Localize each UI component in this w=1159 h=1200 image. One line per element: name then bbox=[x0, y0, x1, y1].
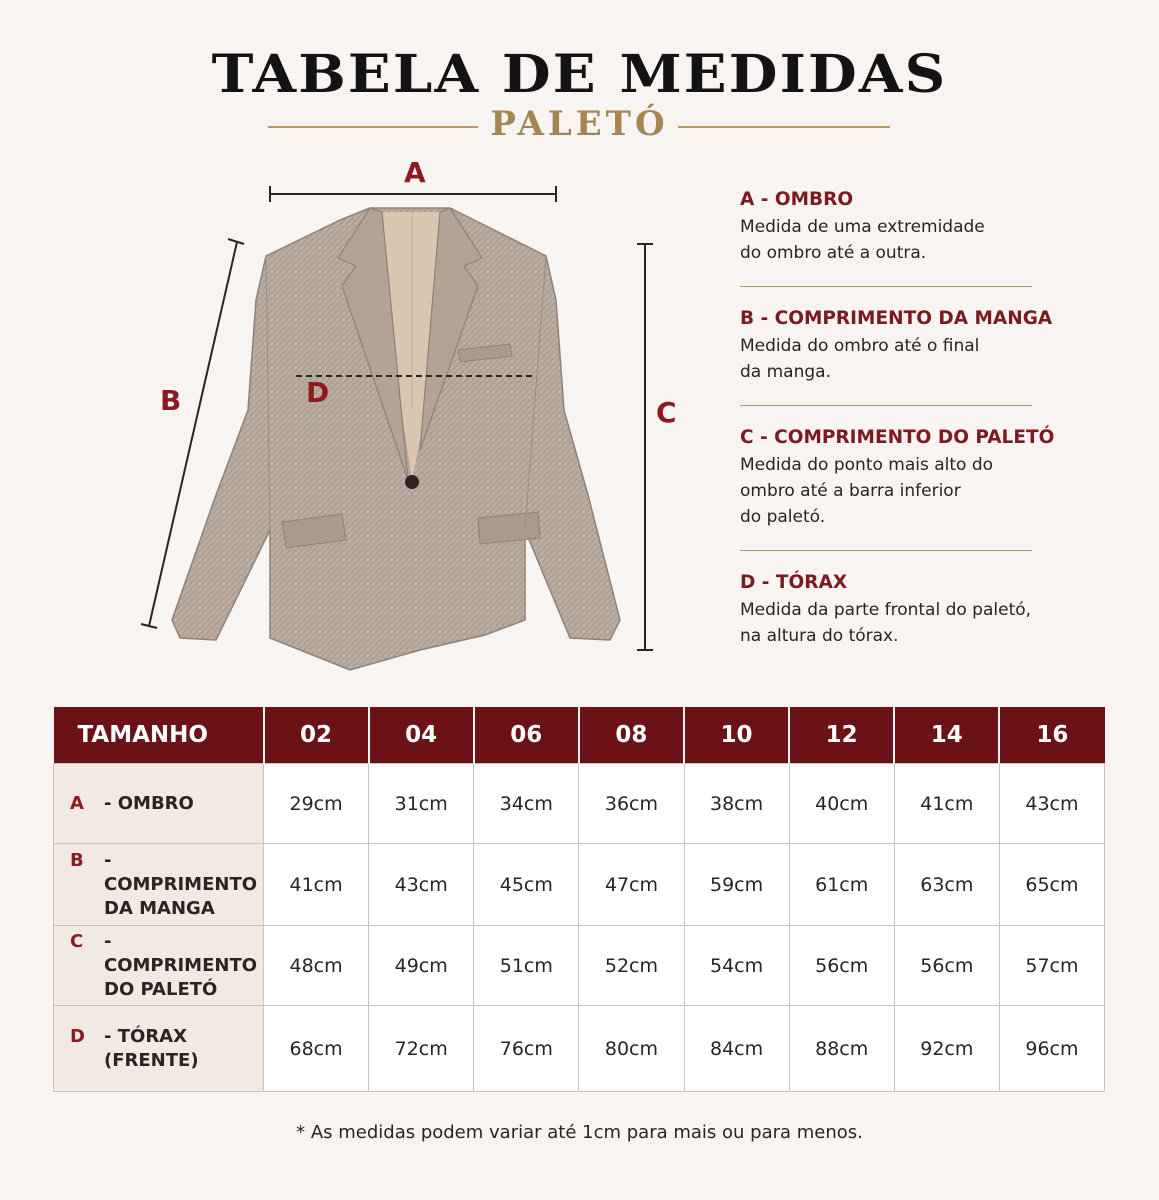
row-label bbox=[54, 764, 264, 844]
jacket-diagram bbox=[120, 150, 680, 690]
table-cell: 54cm bbox=[684, 926, 789, 1006]
measure-label-b: B bbox=[160, 384, 182, 417]
row-label bbox=[54, 926, 264, 1006]
row-text: - COMPRIMENTO DO PALETÓ bbox=[104, 930, 258, 1000]
table-cell: 49cm bbox=[369, 926, 474, 1006]
legend-desc: Medida do ombro até o final da manga. bbox=[740, 336, 980, 382]
measure-label-a: A bbox=[404, 156, 426, 189]
legend-title: A - OMBRO bbox=[740, 189, 854, 210]
row-letter: C bbox=[70, 930, 84, 952]
legend-divider bbox=[740, 405, 1032, 406]
footnote: * As medidas podem variar até 1cm para mais ou para menos. bbox=[296, 1122, 863, 1143]
header-size: 12 bbox=[789, 707, 894, 764]
table-cell: 43cm bbox=[999, 764, 1104, 844]
table-cell: 72cm bbox=[369, 1006, 474, 1092]
table-cell: 76cm bbox=[474, 1006, 579, 1092]
table-row bbox=[54, 844, 1105, 926]
header-size: 14 bbox=[894, 707, 999, 764]
table-cell: 43cm bbox=[369, 844, 474, 926]
legend-desc: Medida de uma extremidade do ombro até a outra. bbox=[740, 217, 985, 263]
header-size: 08 bbox=[579, 707, 684, 764]
measurement-legend bbox=[740, 186, 1060, 649]
table-cell: 41cm bbox=[894, 764, 999, 844]
page-subtitle: PALETÓ bbox=[490, 104, 669, 144]
table-cell: 61cm bbox=[789, 844, 894, 926]
legend-divider bbox=[740, 550, 1032, 551]
jacket-illustration bbox=[120, 150, 680, 690]
legend-desc: Medida do ponto mais alto do ombro até a barra inferior do paletó. bbox=[740, 455, 994, 527]
table-cell: 68cm bbox=[264, 1006, 369, 1092]
legend-item-paleto bbox=[740, 424, 1060, 530]
table-row bbox=[54, 926, 1105, 1006]
table-cell: 84cm bbox=[684, 1006, 789, 1092]
legend-item-ombro bbox=[740, 186, 1060, 266]
header-size: 16 bbox=[999, 707, 1104, 764]
subtitle-row bbox=[0, 104, 1159, 150]
row-text: - TÓRAX (FRENTE) bbox=[104, 1025, 199, 1071]
legend-item-manga bbox=[740, 305, 1060, 385]
row-letter: D bbox=[70, 1025, 85, 1047]
header-tamanho: TAMANHO bbox=[54, 707, 264, 764]
page-title: TABELA DE MEDIDAS bbox=[211, 44, 948, 105]
table-cell: 36cm bbox=[579, 764, 684, 844]
measure-label-c: C bbox=[656, 396, 677, 429]
row-text: - COMPRIMENTO DA MANGA bbox=[104, 849, 258, 919]
table-cell: 63cm bbox=[894, 844, 999, 926]
table-cell: 29cm bbox=[264, 764, 369, 844]
table-cell: 57cm bbox=[999, 926, 1104, 1006]
table-cell: 92cm bbox=[894, 1006, 999, 1092]
table-row bbox=[54, 1006, 1105, 1092]
table-cell: 65cm bbox=[999, 844, 1104, 926]
row-letter: B bbox=[70, 849, 84, 871]
table-cell: 40cm bbox=[789, 764, 894, 844]
table-cell: 51cm bbox=[474, 926, 579, 1006]
legend-divider bbox=[740, 286, 1032, 287]
table-cell: 56cm bbox=[789, 926, 894, 1006]
table-cell: 88cm bbox=[789, 1006, 894, 1092]
table-cell: 52cm bbox=[579, 926, 684, 1006]
row-letter: A bbox=[70, 792, 84, 814]
table-cell: 41cm bbox=[264, 844, 369, 926]
row-label bbox=[54, 844, 264, 926]
legend-title: B - COMPRIMENTO DA MANGA bbox=[740, 308, 1053, 329]
header-size: 04 bbox=[369, 707, 474, 764]
header-size: 06 bbox=[474, 707, 579, 764]
header-size: 10 bbox=[684, 707, 789, 764]
divider-right bbox=[678, 126, 890, 128]
table-cell: 59cm bbox=[684, 844, 789, 926]
row-text: - OMBRO bbox=[104, 792, 194, 814]
table-cell: 31cm bbox=[369, 764, 474, 844]
header-size: 02 bbox=[264, 707, 369, 764]
table-cell: 47cm bbox=[579, 844, 684, 926]
table-row bbox=[54, 764, 1105, 844]
size-table bbox=[53, 707, 1105, 1092]
legend-item-torax bbox=[740, 569, 1060, 649]
legend-desc: Medida da parte frontal do paletó, na altura do tórax. bbox=[740, 600, 1032, 646]
table-cell: 96cm bbox=[999, 1006, 1104, 1092]
legend-title: C - COMPRIMENTO DO PALETÓ bbox=[740, 427, 1055, 448]
table-cell: 38cm bbox=[684, 764, 789, 844]
measure-label-d: D bbox=[306, 376, 330, 409]
row-label bbox=[54, 1006, 264, 1092]
legend-title: D - TÓRAX bbox=[740, 572, 848, 593]
table-cell: 80cm bbox=[579, 1006, 684, 1092]
table-cell: 45cm bbox=[474, 844, 579, 926]
table-cell: 34cm bbox=[474, 764, 579, 844]
table-header-row bbox=[54, 707, 1105, 764]
table-cell: 56cm bbox=[894, 926, 999, 1006]
table-cell: 48cm bbox=[264, 926, 369, 1006]
